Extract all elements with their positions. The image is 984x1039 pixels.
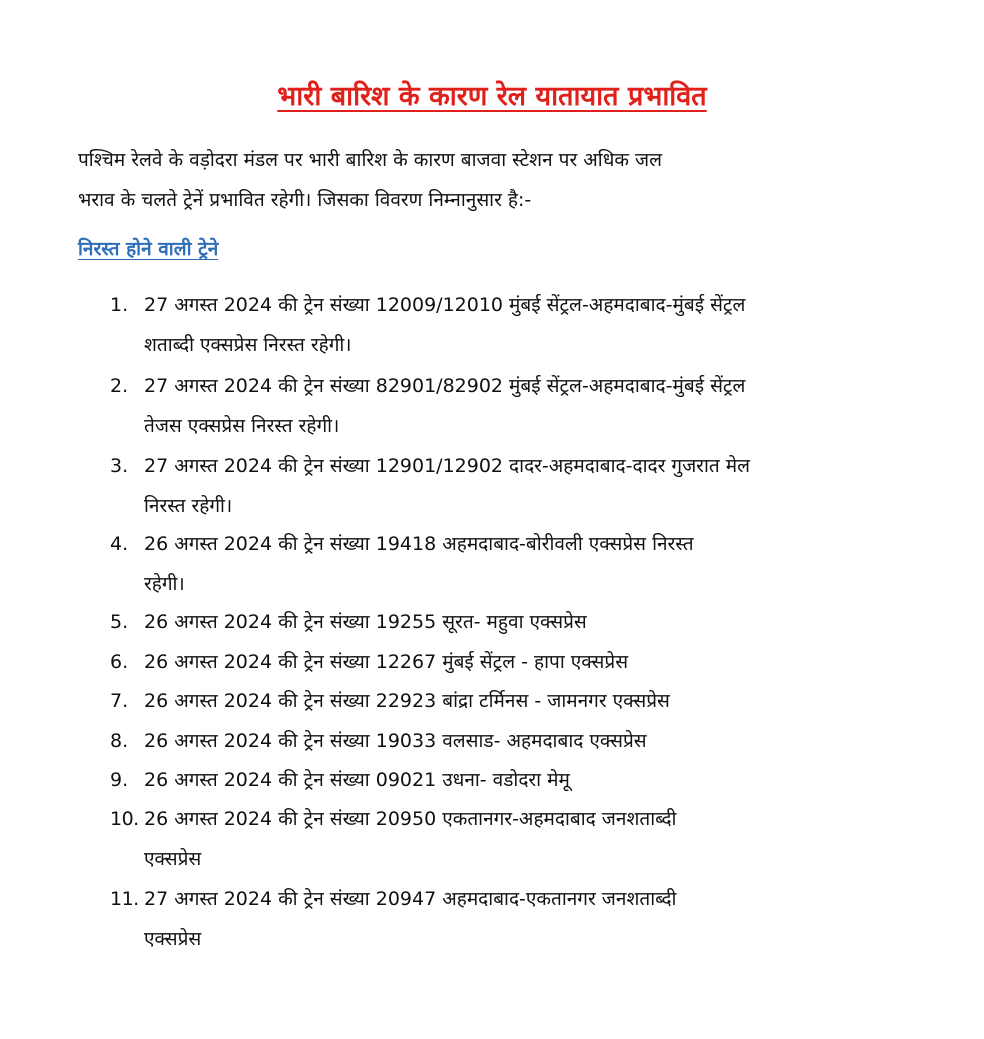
list-item (110, 760, 910, 800)
item-text-continued: एक्सप्रेस (144, 848, 202, 870)
list-item (110, 799, 910, 879)
item-number: 10. (110, 808, 139, 830)
item-number: 6. (110, 651, 129, 673)
section-heading: निरस्त होने वाली ट्रेने (78, 238, 219, 260)
item-text-continued: निरस्त रहेगी। (144, 495, 233, 517)
list-item (110, 366, 910, 446)
list-item (110, 524, 910, 604)
item-number: 8. (110, 730, 129, 752)
item-text: 26 अगस्त 2024 की ट्रेन संख्या 19418 अहमदाबाद-बोरीवली एक्सप्रेस निरस्त (144, 533, 694, 555)
item-text: 26 अगस्त 2024 की ट्रेन संख्या 12267 मुंबई सेंट्रल - हापा एक्सप्रेस (144, 651, 629, 673)
item-text-continued: शताब्दी एक्सप्रेस निरस्त रहेगी। (144, 334, 352, 356)
item-number: 5. (110, 611, 129, 633)
item-number: 3. (110, 455, 129, 477)
item-number: 1. (110, 294, 129, 316)
list-item (110, 879, 910, 959)
item-number: 11. (110, 888, 139, 910)
list-item (110, 681, 910, 721)
page-title: भारी बारिश के कारण रेल यातायात प्रभावित (277, 81, 707, 112)
item-text-continued: एक्सप्रेस (144, 928, 202, 950)
item-number: 4. (110, 533, 129, 555)
list-item (110, 642, 910, 682)
item-text: 27 अगस्त 2024 की ट्रेन संख्या 20947 अहमदाबाद-एकतानगर जनशताब्दी (144, 888, 677, 910)
item-number: 9. (110, 769, 129, 791)
item-text: 27 अगस्त 2024 की ट्रेन संख्या 82901/82902 मुंबई सेंट्रल-अहमदाबाद-मुंबई सेंट्रल (144, 375, 746, 397)
item-text-continued: तेजस एक्सप्रेस निरस्त रहेगी। (144, 415, 340, 437)
item-text: 26 अगस्त 2024 की ट्रेन संख्या 09021 उधना- वडोदरा मेमू (144, 769, 570, 791)
list-item (110, 285, 910, 365)
item-number: 7. (110, 690, 129, 712)
list-item (110, 721, 910, 761)
item-text: 27 अगस्त 2024 की ट्रेन संख्या 12901/12902 दादर-अहमदाबाद-दादर गुजरात मेल (144, 455, 750, 477)
item-text: 26 अगस्त 2024 की ट्रेन संख्या 19255 सूरत- महुवा एक्सप्रेस (144, 611, 587, 633)
intro-line: भराव के चलते ट्रेनें प्रभावित रहेगी। जिसका विवरण निम्नानुसार है:- (78, 189, 532, 211)
item-text: 26 अगस्त 2024 की ट्रेन संख्या 20950 एकतानगर-अहमदाबाद जनशताब्दी (144, 808, 677, 830)
list-item (110, 602, 910, 642)
item-text: 27 अगस्त 2024 की ट्रेन संख्या 12009/12010 मुंबई सेंट्रल-अहमदाबाद-मुंबई सेंट्रल (144, 294, 746, 316)
item-text: 26 अगस्त 2024 की ट्रेन संख्या 19033 वलसाड- अहमदाबाद एक्सप्रेस (144, 730, 647, 752)
item-text: 26 अगस्त 2024 की ट्रेन संख्या 22923 बांद्रा टर्मिनस - जामनगर एक्सप्रेस (144, 690, 670, 712)
item-number: 2. (110, 375, 129, 397)
list-item (110, 446, 910, 526)
item-text-continued: रहेगी। (144, 573, 185, 595)
intro-line: पश्चिम रेलवे के वड़ोदरा मंडल पर भारी बारिश के कारण बाजवा स्टेशन पर अधिक जल (78, 149, 662, 171)
